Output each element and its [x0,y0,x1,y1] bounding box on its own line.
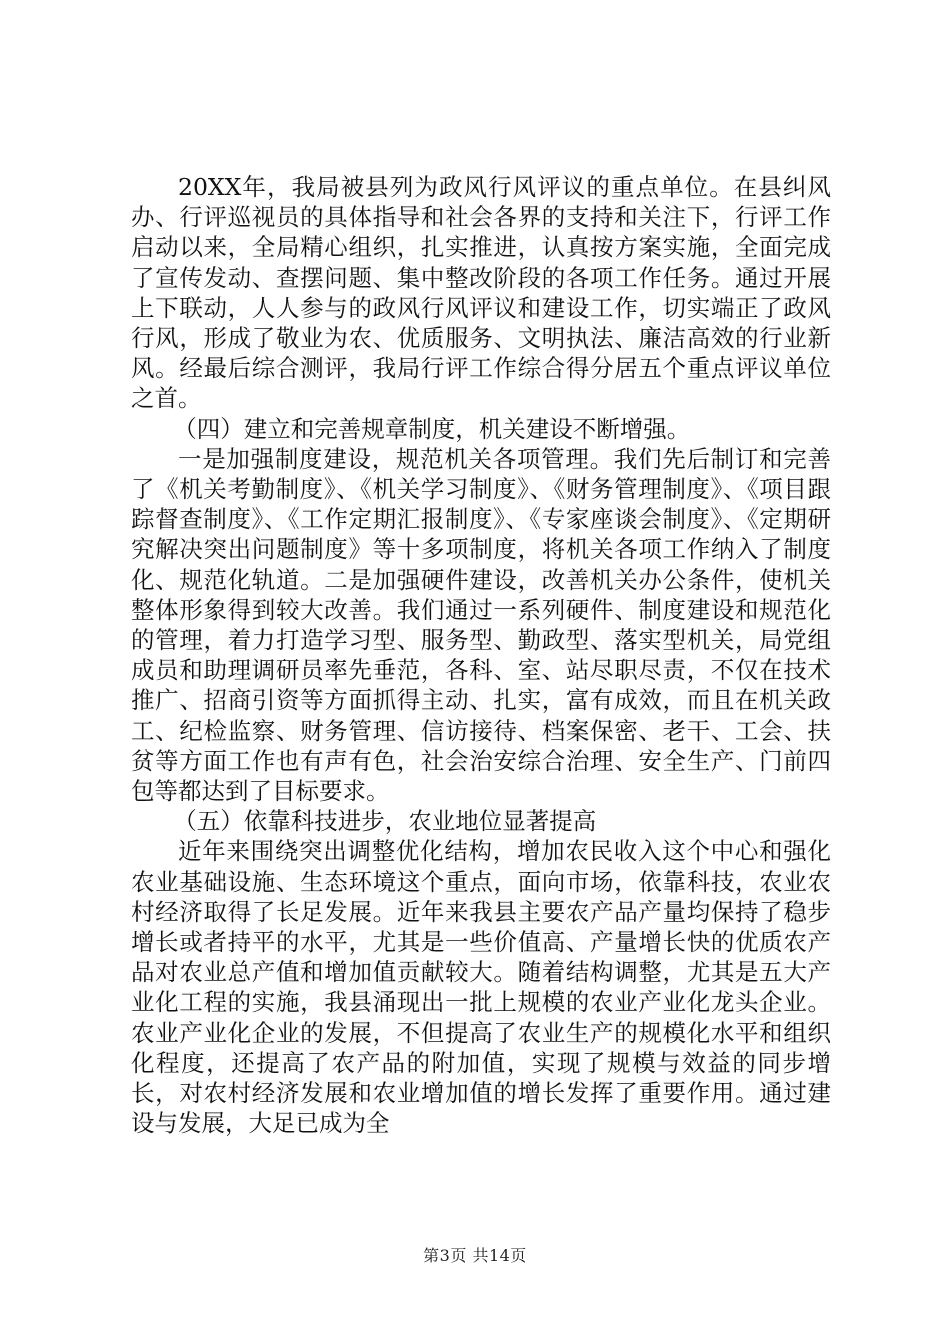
document-body [131,172,831,1139]
paragraph-regulations: 一是加强制度建设，规范机关各项管理。我们先后制订和完善了《机关考勤制度》、《机关学习制度》、《财务管理制度》、《项目跟踪督查制度》、《工作定期汇报制度》、《专家座谈会制度》、《定期研究解决突出问题制度》等十多项制度，将机关各项工作纳入了制度化、规范化轨道。二是加强硬件建设，改善机关办公条件，使机关整体形象得到较大改善。我们通过一系列硬件、制度建设和规范化的管理，着力打造学习型、服务型、勤政型、落实型机关，局党组成员和助理调研员率先垂范，各科、室、站尽职尽责，不仅在技术推广、招商引资等方面抓得主动、扎实，富有成效，而且在机关政工、纪检监察、财务管理、信访接待、档案保密、老干、工会、扶贫等方面工作也有声有色，社会治安综合治理、安全生产、门前四包等都达到了目标要求。 [131,444,831,806]
section-heading-four: （四）建立和完善规章制度，机关建设不断增强。 [173,414,691,443]
page-number-footer: 第3页 共14页 [423,1246,527,1265]
paragraph-intro: 20XX年，我局被县列为政风行风评议的重点单位。在县纠风办、行评巡视员的具体指导和社会各界的支持和关注下，行评工作启动以来，全局精心组织，扎实推进，认真按方案实施，全面完成了宣传发动、查摆问题、集中整改阶段的各项工作任务。通过开展上下联动，人人参与的政风行风评议和建设工作，切实端正了政风行风，形成了敬业为农、优质服务、文明执法、廉洁高效的行业新风。经最后综合测评，我局行评工作综合得分居五个重点评议单位之首。 [131,173,831,413]
section-heading-five: （五）依靠科技进步，农业地位显著提高 [173,807,597,836]
paragraph-agriculture: 近年来围绕突出调整优化结构，增加农民收入这个中心和强化农业基础设施、生态环境这个重点，面向市场，依靠科技，农业农村经济取得了长足发展。近年来我县主要农产品产量均保持了稳步增长或者持平的水平，尤其是一些价值高、产量增长快的优质农产品对农业总产值和增加值贡献较大。随着结构调整，尤其是五大产业化工程的实施，我县涌现出一批上规模的农业产业化龙头企业。农业产业化企业的发展，不但提高了农业生产的规模化水平和组织化程度，还提高了农产品的附加值，实现了规模与效益的同步增长，对农村经济发展和农业增加值的增长发挥了重要作用。通过建设与发展，大足已成为全 [131,837,831,1138]
